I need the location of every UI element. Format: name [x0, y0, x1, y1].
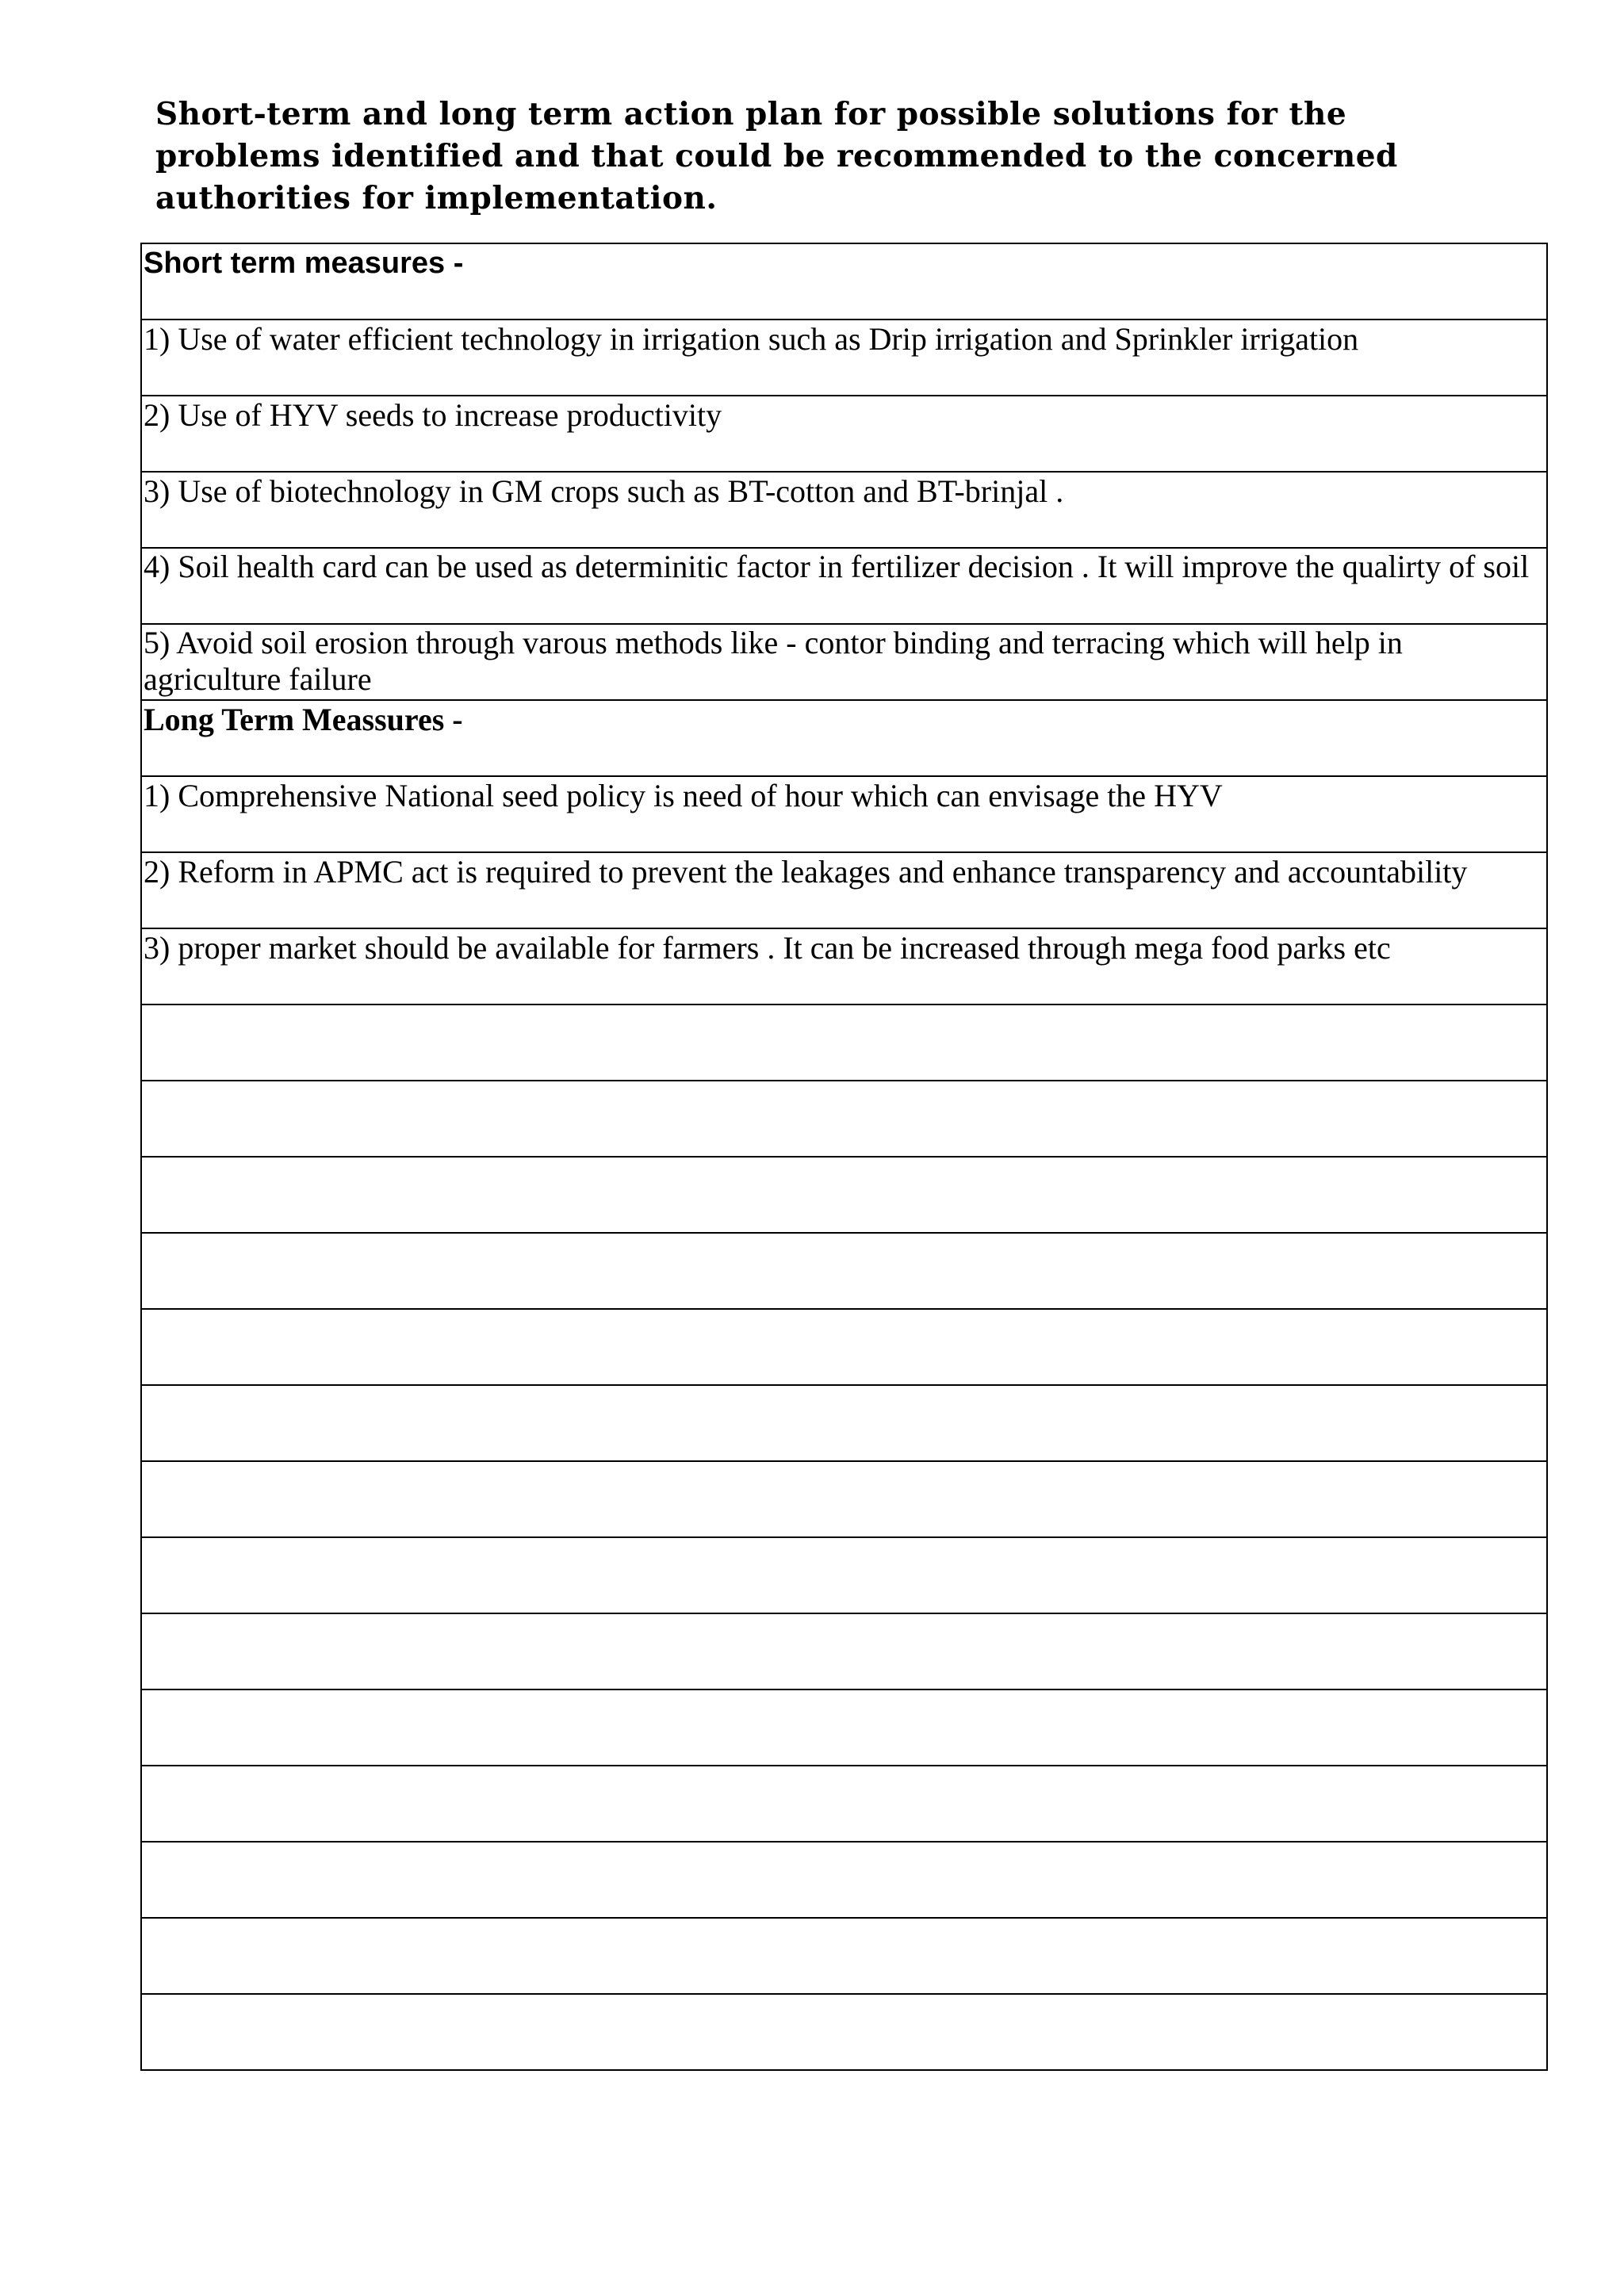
table-row: [141, 1842, 1547, 1918]
empty-cell: [141, 1613, 1547, 1689]
table-row: [141, 1766, 1547, 1842]
empty-cell: [141, 1461, 1547, 1537]
table-cell: 5) Avoid soil erosion through varous methods like - contor binding and terracing which will help in agriculture failure: [141, 624, 1547, 700]
table-row: [141, 1081, 1547, 1157]
table-cell: 2) Use of HYV seeds to increase productivity: [141, 396, 1547, 472]
table-cell: 4) Soil health card can be used as determinitic factor in fertilizer decision . It will improve the qualirty of soil: [141, 548, 1547, 624]
table-cell: 1) Comprehensive National seed policy is need of hour which can envisage the HYV: [141, 776, 1547, 852]
empty-cell: [141, 1309, 1547, 1385]
empty-cell: [141, 1233, 1547, 1309]
table-cell: 1) Use of water efficient technology in irrigation such as Drip irrigation and Sprinkler irrigation: [141, 320, 1547, 396]
action-plan-table: [140, 243, 1548, 2071]
table-row: [141, 1613, 1547, 1689]
empty-cell: [141, 1081, 1547, 1157]
empty-cell: [141, 1537, 1547, 1613]
empty-cell: [141, 1385, 1547, 1461]
table-row: [141, 396, 1547, 472]
table-cell: 2) Reform in APMC act is required to prevent the leakages and enhance transparency and accountability: [141, 852, 1547, 928]
table-row: [141, 1537, 1547, 1613]
table-row: [141, 776, 1547, 852]
table-row: [141, 1157, 1547, 1233]
table-row: [141, 1233, 1547, 1309]
table-row: [141, 1689, 1547, 1766]
empty-cell: [141, 1689, 1547, 1766]
table-row: [141, 624, 1547, 700]
table-row: [141, 1994, 1547, 2070]
table-row: [141, 1309, 1547, 1385]
section-header-short-term: Short term measures -: [141, 243, 1547, 320]
empty-cell: [141, 1157, 1547, 1233]
empty-cell: [141, 1994, 1547, 2070]
table-row: [141, 243, 1547, 320]
empty-cell: [141, 1766, 1547, 1842]
page-heading: Short-term and long term action plan for possible solutions for the problems identified and that could be recommended to the concerned authorities for implementation.: [155, 96, 1398, 216]
table-row: [141, 472, 1547, 548]
table-row: [141, 928, 1547, 1004]
table-row: [141, 548, 1547, 624]
table-cell: 3) Use of biotechnology in GM crops such as BT-cotton and BT-brinjal .: [141, 472, 1547, 548]
table-row: [141, 700, 1547, 776]
empty-cell: [141, 1004, 1547, 1081]
table-row: [141, 1918, 1547, 1994]
empty-cell: [141, 1842, 1547, 1918]
table-row: [141, 1461, 1547, 1537]
table-row: [141, 1385, 1547, 1461]
table-row: [141, 1004, 1547, 1081]
table-cell: 3) proper market should be available for farmers . It can be increased through mega food parks etc: [141, 928, 1547, 1004]
section-header-long-term: Long Term Meassures -: [141, 700, 1547, 776]
empty-cell: [141, 1918, 1547, 1994]
table-row: [141, 852, 1547, 928]
table-row: [141, 320, 1547, 396]
